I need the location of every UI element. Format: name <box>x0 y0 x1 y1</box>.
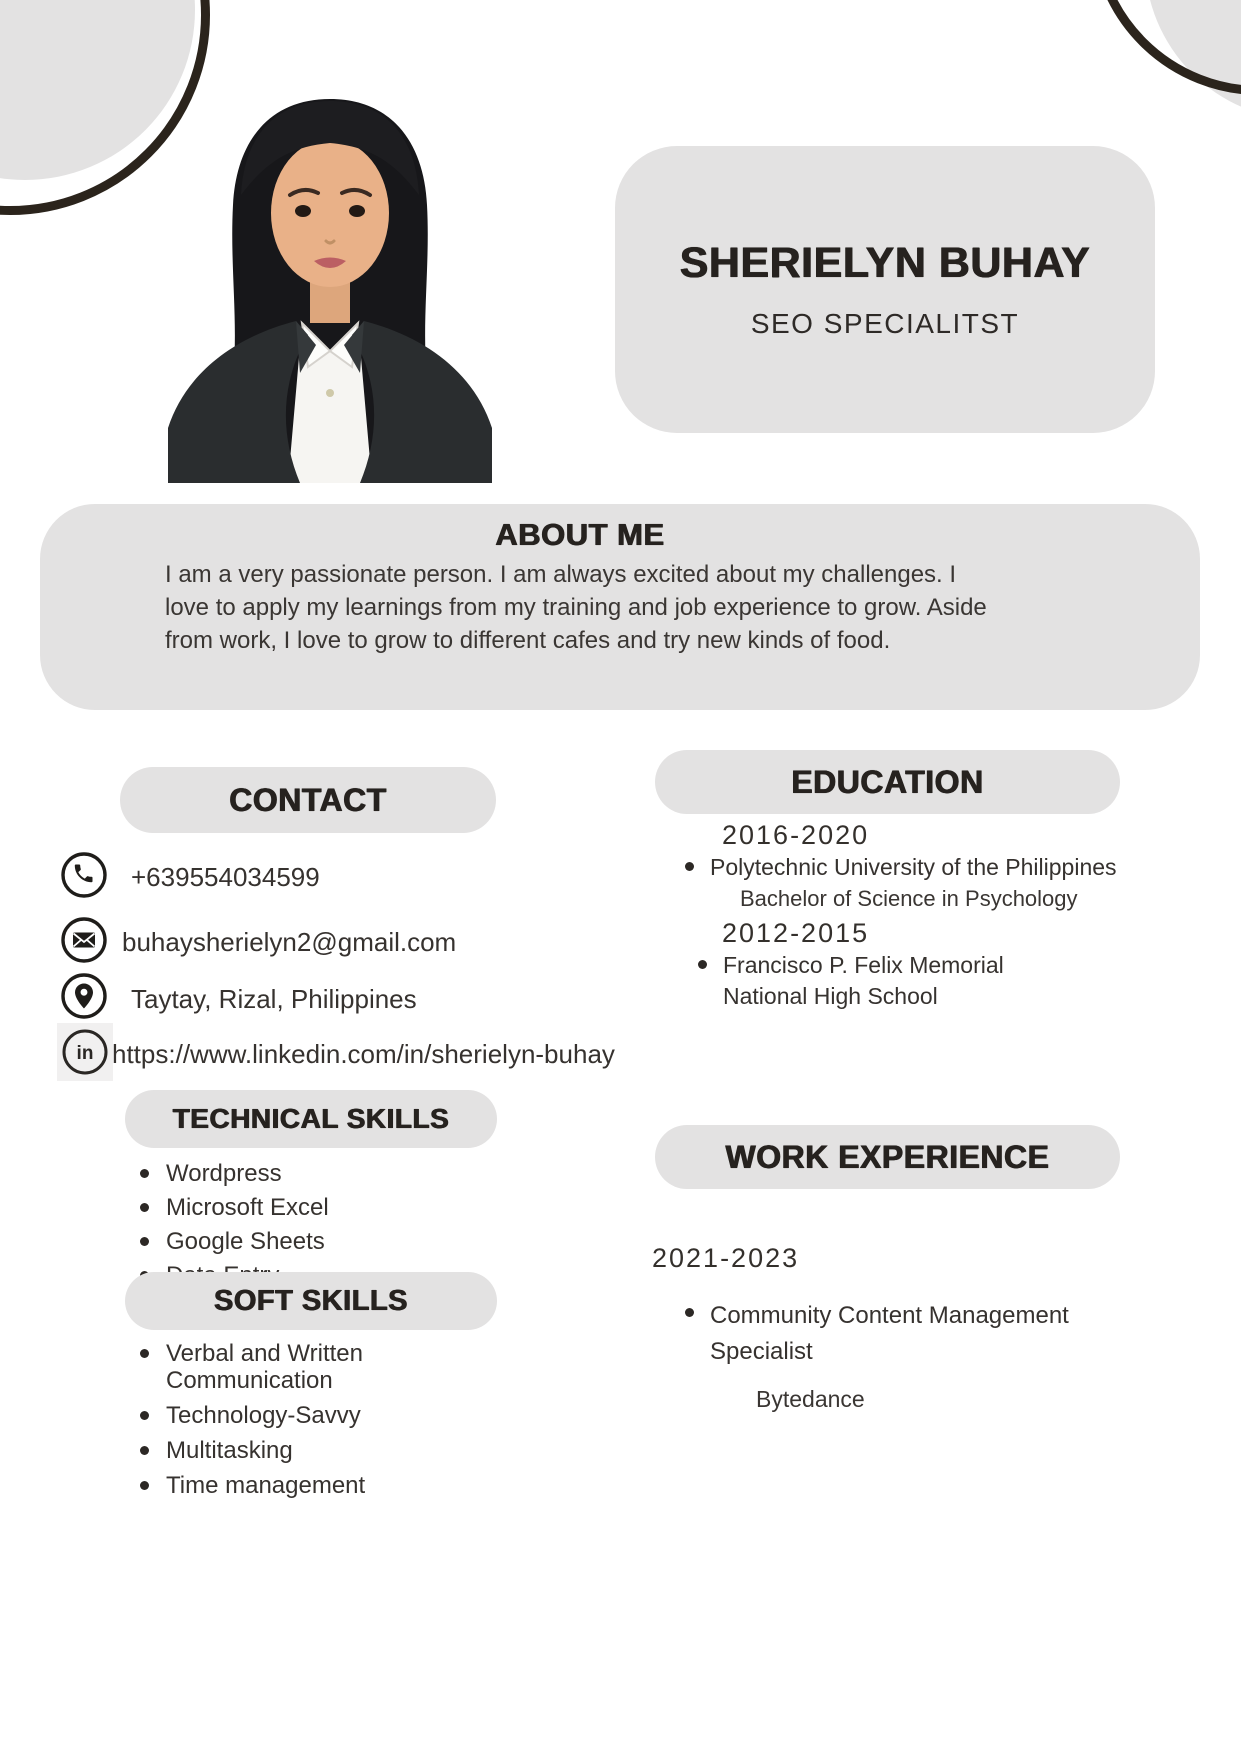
degree-name: Bachelor of Science in Psychology <box>740 886 1078 911</box>
work-experience-heading-pill <box>655 1125 1120 1189</box>
technical-skills-heading-pill <box>125 1090 497 1148</box>
bullet-dot <box>140 1411 149 1420</box>
phone-icon <box>60 851 108 899</box>
work-experience-heading: WORK EXPERIENCE <box>725 1138 1050 1175</box>
soft-skills-heading: SOFT SKILLS <box>214 1284 408 1317</box>
location-pin-icon <box>60 972 108 1020</box>
education-entry <box>685 852 1117 883</box>
linkedin-icon <box>61 1028 109 1076</box>
skill-label: Wordpress <box>166 1160 282 1187</box>
job-title: SEO SPECIALITST <box>750 308 1020 339</box>
email-address: buhaysherielyn2@gmail.com <box>122 927 457 957</box>
about-heading: ABOUT ME <box>495 517 665 552</box>
skill-label: Time management <box>166 1472 366 1499</box>
soft-skills-list <box>140 1340 450 1507</box>
svg-text:in: in <box>76 1043 94 1064</box>
list-item <box>140 1228 480 1255</box>
contact-heading: CONTACT <box>229 781 387 818</box>
list-item <box>140 1437 450 1464</box>
portrait-illustration <box>150 83 510 483</box>
person-name: SHERIELYN BUHAY <box>679 239 1091 287</box>
job-role: Community Content Management Specialist <box>710 1302 1069 1365</box>
bullet-dot <box>698 960 707 969</box>
school-name: Polytechnic University of the Philippines <box>710 854 1117 880</box>
bullet-dot <box>140 1203 149 1212</box>
list-item <box>140 1402 450 1429</box>
technical-skills-heading: TECHNICAL SKILLS <box>172 1103 450 1134</box>
list-item <box>140 1160 480 1187</box>
bullet-dot <box>140 1481 149 1490</box>
about-section <box>40 504 1200 710</box>
skill-label: Verbal and Written Communication <box>166 1340 364 1394</box>
company-name: Bytedance <box>756 1386 865 1412</box>
location-text: Taytay, Rizal, Philippines <box>131 984 417 1014</box>
list-item <box>140 1194 480 1221</box>
skill-label: Google Sheets <box>166 1228 325 1255</box>
list-item <box>140 1340 450 1394</box>
education-heading-pill <box>655 750 1120 814</box>
work-years: 2021-2023 <box>652 1243 800 1273</box>
mail-icon <box>60 916 108 964</box>
work-entry <box>685 1298 1135 1370</box>
school-name: Francisco P. Felix Memorial National High School <box>723 952 1004 1009</box>
contact-heading-pill <box>120 767 496 833</box>
education-entry <box>698 950 1063 1012</box>
decorative-ring-top-right <box>1090 0 1241 95</box>
about-text: I am a very passionate person. I am always excited about my challenges. I love to apply my learnings from my training and job experience to grow. Aside from work, I love to grow to different cafes and try new kinds of food. <box>165 561 987 654</box>
education-years: 2016-2020 <box>722 820 870 850</box>
linkedin-url[interactable]: https://www.linkedin.com/in/sherielyn-buhay <box>112 1039 615 1069</box>
soft-skills-heading-pill <box>125 1272 497 1330</box>
skill-label: Technology-Savvy <box>166 1402 361 1429</box>
list-item <box>140 1472 450 1499</box>
skill-label: Microsoft Excel <box>166 1194 329 1221</box>
phone-number: +639554034599 <box>131 862 320 892</box>
profile-photo <box>150 83 510 483</box>
bullet-dot <box>685 862 694 871</box>
bullet-dot <box>140 1446 149 1455</box>
name-card <box>615 146 1155 433</box>
bullet-dot <box>140 1169 149 1178</box>
bullet-dot <box>685 1308 694 1317</box>
skill-label: Multitasking <box>166 1437 293 1464</box>
education-years: 2012-2015 <box>722 918 870 948</box>
education-heading: EDUCATION <box>791 763 984 800</box>
bullet-dot <box>140 1237 149 1246</box>
bullet-dot <box>140 1349 149 1358</box>
